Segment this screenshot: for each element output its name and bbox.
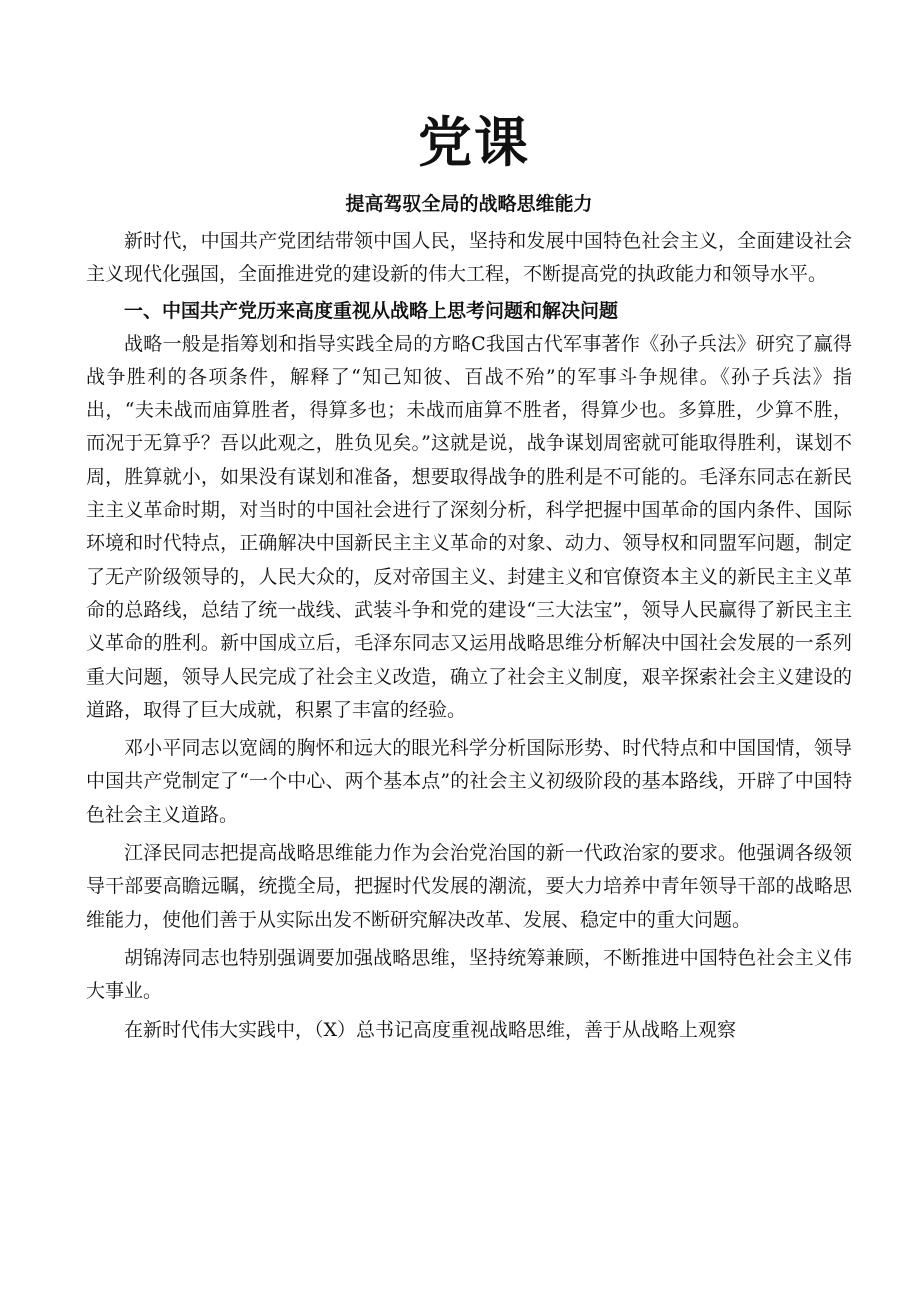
section-1-paragraph-5: 在新时代伟大实践中，（X）总书记高度重视战略思维，善于从战略上观察 (124, 1018, 737, 1041)
document-title: 党课 (418, 111, 530, 174)
section-1-paragraph-2: 邓小平同志以宽阔的胸怀和远大的眼光科学分析国际形势、时代特点和中国国情，领导中国共产党制定了“一个中心、两个基本点”的社会主义初级阶段的基本路线，开辟了中国特色社会主义道路。 (86, 737, 852, 826)
document-page (86, 105, 852, 1047)
document-subtitle: 提高驾驭全局的战略思维能力 (345, 193, 593, 215)
section-heading-1: 一、中国共产党历来高度重视从战略上思考问题和解决问题 (124, 299, 619, 322)
section-1-paragraph-3: 江泽民同志把提高战略思维能力作为会治党治国的新一代政治家的要求。他强调各级领导干部要高瞻远瞩，统揽全局，把握时代发展的潮流，要大力培养中青年领导干部的战略思维能力，使他们善于从实际出发不断研究解决改革、发展、稳定中的重大问题。 (86, 842, 852, 931)
section-1-paragraph-1: 战略一般是指筹划和指导实践全局的方略C我国古代军事著作《孙子兵法》研究了赢得战争胜利的各项条件，解释了“知己知彼、百战不殆”的军事斗争规律。《孙子兵法》指出，“夫未战而庙算胜者，得算多也；未战而庙算不胜者，得算少也。多算胜，少算不胜，而况于无算乎？吾以此观之，胜负见矣。”这就是说，战争谋划周密就可能取得胜利，谋划不周，胜算就小，如果没有谋划和准备，想要取得战争的胜利是不可能的。毛泽东同志在新民主主义革命时期，对当时的中国社会进行了深刻分析，科学把握中国革命的国内条件、国际环境和时代特点，正确解决中国新民主主义革命的对象、动力、领导权和同盟军问题，制定了无产阶级领导的，人民大众的，反对帝国主义、封建主义和官僚资本主义的新民主主义革命的总路线，总结了统一战线、武装斗争和党的建设“三大法宝”，领导人民赢得了新民主主义革命的胜利。新中国成立后，毛泽东同志又运用战略思维分析解决中国社会发展的一系列重大问题，领导人民完成了社会主义改造，确立了社会主义制度，艰辛探索社会主义建设的道路，取得了巨大成就，积累了丰富的经验。 (86, 332, 852, 721)
section-1-paragraph-4: 胡锦涛同志也特别强调要加强战略思维，坚持统筹兼顾，不断推进中国特色社会主义伟大事业。 (86, 946, 852, 1003)
intro-paragraph: 新时代，中国共产党团结带领中国人民，坚持和发展中国特色社会主义，全面建设社会主义现代化强国，全面推进党的建设新的伟大工程，不断提高党的执政能力和领导水平。 (86, 230, 852, 286)
